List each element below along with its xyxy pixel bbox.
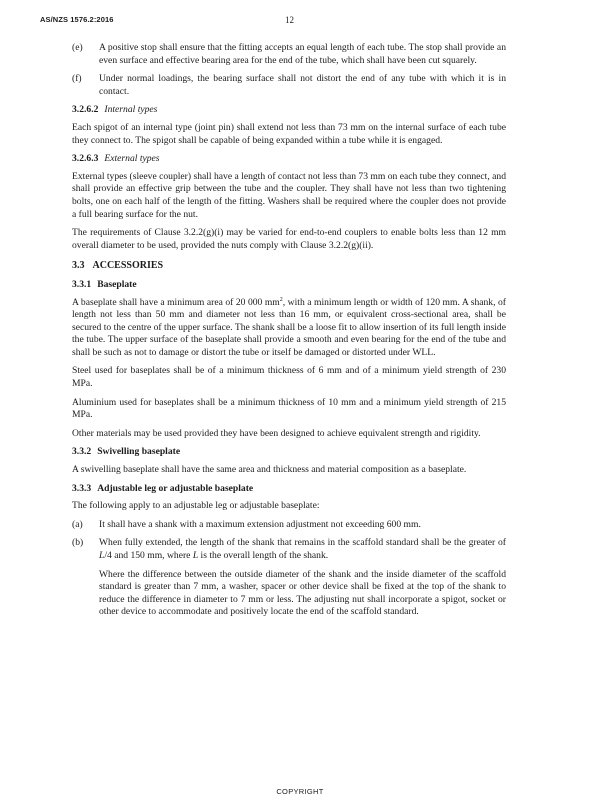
text-run: is the overall length of the shank. <box>198 550 329 561</box>
clause-number: 3.3.1 <box>72 278 92 290</box>
clause-number: 3.3.3 <box>72 482 92 494</box>
clause-number: 3.2.6.2 <box>72 104 99 116</box>
list-item <box>72 42 506 67</box>
clause-title: Internal types <box>104 104 158 116</box>
list-item-label: (a) <box>72 518 83 530</box>
text-run: A baseplate shall have a minimum area of 20 000 mm <box>72 296 280 308</box>
text-run: /4 and 150 mm, where <box>104 550 193 561</box>
list-item-label: (b) <box>72 537 84 549</box>
clause-title: Swivelling baseplate <box>97 446 181 458</box>
clause-number: 3.2.6.3 <box>72 153 99 165</box>
list-item <box>72 73 506 98</box>
superscript: 2 <box>279 296 283 303</box>
page-number: 12 <box>285 15 294 25</box>
list-item-text <box>99 537 506 562</box>
paragraph: External types (sleeve coupler) shall have a length of contact not less than 73 mm on each tube they connect, and shall provide an effective grip between the tube and the coupler. They shall have not less than two tightening bolts, one on each half of the length of the fitting. Washers shall be required where the coupler does not provide a full bearing surface for the nut. <box>72 170 506 220</box>
list-item-text: Under normal loadings, the bearing surface shall not distort the end of any tube with which it is in contact. <box>99 73 506 97</box>
clause-heading-3-3-2 <box>72 446 506 459</box>
paragraph: Other materials may be used provided they have been designed to achieve equivalent strength and rigidity. <box>72 427 481 439</box>
paragraph: Aluminium used for baseplates shall be a minimum thickness of 10 mm and a minimum yield strength of 215 MPa. <box>72 396 506 421</box>
clause-heading-3-2-6-2 <box>72 104 506 117</box>
clause-number: 3.3.2 <box>72 446 92 458</box>
list-item <box>72 519 506 532</box>
page-body <box>72 42 506 625</box>
list-item-label: (e) <box>72 42 83 53</box>
list-item-label: (f) <box>72 73 82 85</box>
list-item-text: It shall have a shank with a maximum extension adjustment not exceeding 600 mm. <box>99 518 421 530</box>
standard-number: AS/NZS 1576.2:2016 <box>40 15 114 24</box>
clause-title: External types <box>104 153 160 165</box>
section-number: 3.3 <box>72 260 85 272</box>
clause-title: Adjustable leg or adjustable baseplate <box>97 482 254 494</box>
clause-title: Baseplate <box>97 278 137 290</box>
paragraph: The following apply to an adjustable leg or adjustable baseplate: <box>72 500 320 512</box>
clause-heading-3-3-3 <box>72 483 506 496</box>
paragraph: Where the difference between the outside diameter of the shank and the inside diameter of the scaffold standard is greater than 7 mm, a washer, spacer or other device shall be fixed at the top of the shank to reduce the difference in diameter to 7 mm or less. The adjusting nut shall incorporate a spigot, socket or other device to accommodate and positively locate the end of the scaffold standard. <box>99 568 506 618</box>
paragraph: The requirements of Clause 3.2.2(g)(i) may be varied for end-to-end couplers to enable bolts less than 12 mm overall diameter to be used, provided the nuts comply with Clause 3.2.2(g)(ii). <box>72 227 506 251</box>
clause-heading-3-3-1 <box>72 279 506 292</box>
section-title: ACCESSORIES <box>92 260 164 272</box>
list-item <box>72 537 506 562</box>
paragraph: A swivelling baseplate shall have the same area and thickness and material composition as a baseplate. <box>72 464 467 476</box>
copyright-footer: COPYRIGHT <box>276 787 324 796</box>
text-run: , with a minimum length or width of 120 mm. A shank, of length not less than 50 mm and diameter not less than 16 mm, or equivalent cross-sectional area, shall be secured to the centre of the upper surface. The shank shall be a loose fit to allow insertion of its full length inside the tube. The upper surface of the baseplate shall provide a smooth and even bearing for the end of the tube and shall be such as not to damage or distort the tube or itself be damaged or distorted under WLL. <box>72 296 506 358</box>
paragraph <box>72 297 506 360</box>
paragraph: Steel used for baseplates shall be of a minimum thickness of 6 mm and of a minimum yield strength of 230 MPa. <box>72 365 506 390</box>
variable: L <box>192 550 199 561</box>
variable: L <box>99 550 105 561</box>
section-heading-3-3 <box>72 260 506 273</box>
text-run: When fully extended, the length of the shank that remains in the scaffold standard shall be the greater of <box>99 537 506 549</box>
paragraph: Each spigot of an internal type (joint pin) shall extend not less than 73 mm on the internal surface of each tube they connect to. The spigot shall be capable of being expanded within a tube while it is engaged. <box>72 121 506 146</box>
list-item-text: A positive stop shall ensure that the fitting accepts an equal length of each tube. The stop shall provide an even surface and effective bearing area for the end of the tube, which shall have been cut squarely. <box>99 42 506 66</box>
clause-heading-3-2-6-3 <box>72 153 506 166</box>
